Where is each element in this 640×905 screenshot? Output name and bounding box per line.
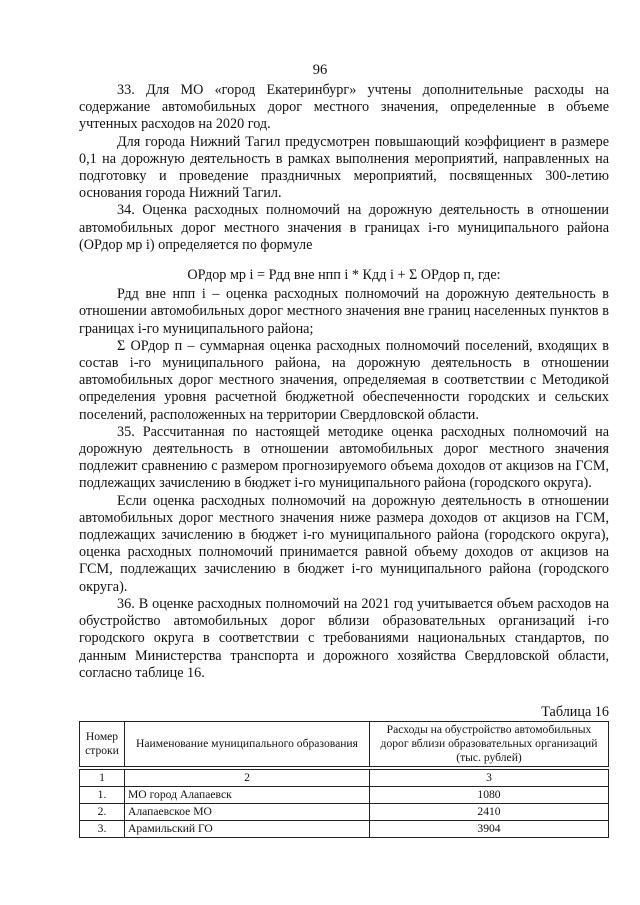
paragraph-rdd-definition: Рдд вне нпп i – оценка расходных полномочий на дорожную деятельность в отношении автомобильных дорог местного значения вне границ населенных пунктов в границах i-го муниципального района; — [79, 286, 609, 337]
table-row — [80, 804, 609, 821]
expense-value: 1080 — [370, 787, 609, 804]
expense-value: 2410 — [370, 804, 609, 821]
municipality-name: Арамильский ГО — [125, 821, 370, 838]
paragraph-33: 33. Для МО «город Екатеринбург» учтены дополнительные расходы на содержание автомобильных дорог местного значения, определенные в объеме учтенных расходов на 2020 год. — [79, 82, 609, 133]
header-municipality: Наименование муниципального образования — [125, 722, 370, 767]
table-body — [79, 769, 609, 838]
row-number: 2. — [80, 804, 125, 821]
body-text — [79, 82, 609, 682]
paragraph-nizhny-tagil: Для города Нижний Тагил предусмотрен повышающий коэффициент в размере 0,1 на дорожную деятельность в рамках выполнения мероприятий, направленных на подготовку и проведение праздничных мероприятий, посвященных 300-летию основания города Нижний Тагил. — [79, 133, 609, 202]
table-header-row — [80, 722, 609, 767]
paragraph-34: 34. Оценка расходных полномочий на дорожную деятельность в отношении автомобильных дорог местного значения в границах i-го муниципального района (ОРдор мр i) определяется по формуле — [79, 202, 609, 253]
column-number: 2 — [125, 770, 370, 787]
column-number: 3 — [370, 770, 609, 787]
header-expenses: Расходы на обустройство автомобильных дорог вблизи образовательных организаций (тыс. рублей) — [370, 722, 609, 767]
expense-value: 3904 — [370, 821, 609, 838]
page-number: 96 — [312, 62, 328, 78]
header-row-number: Номер строки — [80, 722, 125, 767]
paragraph-35: 35. Рассчитанная по настоящей методике оценка расходных полномочий на дорожную деятельность в отношении автомобильных дорог местного значения подлежит сравнению с размером прогнозируемого объема доходов от акцизов на ГСМ, подлежащих зачислению в бюджет i-го муниципального района (городского округа). — [79, 423, 609, 492]
paragraph-excise-comparison: Если оценка расходных полномочий на дорожную деятельность в отношении автомобильных дорог местного значения ниже размера доходов от акцизов на ГСМ, подлежащих зачислению в бюджет i-го муниципального района (городского округа), оценка расходных полномочий принимается равной объему доходов от акцизов на ГСМ, подлежащих зачислению в бюджет i-го муниципального района (городского округа). — [79, 492, 609, 595]
paragraph-sum-definition: Σ ОРдор п – суммарная оценка расходных полномочий поселений, входящих в состав i-го муниципального района, на дорожную деятельность в отношении автомобильных дорог местного значения, определяемая в соответствии с Методикой определения уровня расчетной бюджетной обеспеченности городских и сельских поселений, расположенных на территории Свердловской области. — [79, 337, 609, 423]
table-header — [79, 721, 609, 767]
municipality-name: МО город Алапаевск — [125, 787, 370, 804]
column-number: 1 — [80, 770, 125, 787]
table-row — [80, 821, 609, 838]
column-number-row — [80, 770, 609, 787]
row-number: 3. — [80, 821, 125, 838]
paragraph-36: 36. В оценке расходных полномочий на 2021 год учитывается объем расходов на обустройство автомобильных дорог вблизи образовательных организаций i-го городского округа в соответствии с требованиями национальных стандартов, по данным Министерства транспорта и дорожного хозяйства Свердловской области, согласно таблице 16. — [79, 595, 609, 681]
table-row — [80, 787, 609, 804]
municipality-name: Алапаевское МО — [125, 804, 370, 821]
table-caption: Таблица 16 — [541, 704, 609, 720]
row-number: 1. — [80, 787, 125, 804]
formula: ОРдор мр i = Рдд вне нпп i * Кдд i + Σ ОРдор п, где: — [187, 267, 501, 284]
